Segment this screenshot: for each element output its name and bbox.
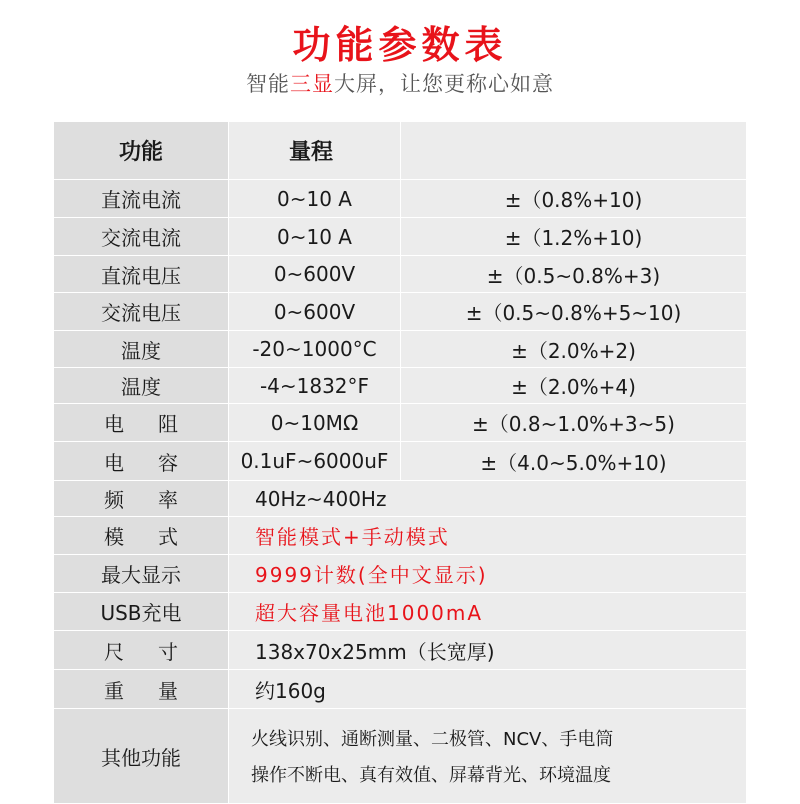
other-functions-value	[229, 709, 746, 803]
row-accuracy: ±（0.5~0.8%+5~10)	[401, 293, 746, 330]
table-row	[54, 442, 746, 481]
table-row	[54, 368, 746, 404]
spec-value: 智能模式+手动模式	[229, 517, 746, 554]
row-accuracy: ±（0.8~1.0%+3~5)	[401, 404, 746, 441]
other-functions-line-1: 火线识别、通断测量、二极管、NCV、手电筒	[251, 729, 614, 750]
page-title: 功能参数表	[292, 23, 508, 67]
header-function: 功能	[54, 122, 228, 179]
table-row	[54, 218, 746, 256]
row-range: 0~600V	[229, 256, 400, 292]
spec-value: 超大容量电池1000mA	[229, 593, 746, 630]
table-row	[54, 293, 746, 331]
table-row	[54, 256, 746, 293]
row-function: 直流电流	[54, 180, 228, 217]
spec-label: USB充电	[54, 593, 228, 630]
spec-row	[54, 481, 746, 517]
row-accuracy: ±（1.2%+10)	[401, 218, 746, 255]
page-subtitle	[0, 68, 800, 98]
spec-label: 模式	[54, 517, 228, 554]
spec-table	[54, 122, 746, 804]
table-row	[54, 404, 746, 442]
row-accuracy: ±（2.0%+2)	[401, 331, 746, 367]
row-accuracy: ±（0.8%+10)	[401, 180, 746, 217]
row-range: 0.1uF~6000uF	[229, 442, 400, 480]
row-range: 0~10 A	[229, 180, 400, 217]
row-range: 0~10 A	[229, 218, 400, 255]
row-range: -20~1000°C	[229, 331, 400, 367]
spec-label: 最大显示	[54, 555, 228, 592]
row-accuracy: ±（2.0%+4)	[401, 368, 746, 403]
row-function: 电容	[54, 442, 228, 480]
table-row	[54, 331, 746, 368]
row-function: 温度	[54, 331, 228, 367]
table-header-row	[54, 122, 746, 180]
row-function: 直流电压	[54, 256, 228, 292]
row-range: -4~1832°F	[229, 368, 400, 403]
other-functions-line-2: 操作不断电、真有效值、屏幕背光、环境温度	[251, 765, 611, 786]
row-range: 0~600V	[229, 293, 400, 330]
spec-row	[54, 670, 746, 709]
table-row	[54, 180, 746, 218]
row-function: 温度	[54, 368, 228, 403]
spec-value: 约160g	[229, 670, 746, 708]
spec-value: 138x70x25mm（长宽厚)	[229, 631, 746, 669]
spec-value: 40Hz~400Hz	[229, 481, 746, 516]
spec-value: 9999计数(全中文显示)	[229, 555, 746, 592]
spec-label: 频率	[54, 481, 228, 516]
row-range: 0~10MΩ	[229, 404, 400, 441]
spec-label: 尺寸	[54, 631, 228, 669]
row-function: 交流电流	[54, 218, 228, 255]
spec-row	[54, 593, 746, 631]
subtitle-text-post: 大屏，让您更称心如意	[334, 72, 554, 96]
row-function: 交流电压	[54, 293, 228, 330]
other-functions-label: 其他功能	[54, 709, 228, 803]
spec-row	[54, 631, 746, 670]
spec-row	[54, 517, 746, 555]
spec-row	[54, 555, 746, 593]
subtitle-text-pre: 智能	[246, 72, 290, 96]
row-function: 电阻	[54, 404, 228, 441]
spec-label: 重量	[54, 670, 228, 708]
row-accuracy: ±（4.0~5.0%+10)	[401, 442, 746, 480]
header-accuracy	[401, 122, 746, 179]
header-range: 量程	[229, 122, 400, 179]
row-accuracy: ±（0.5~0.8%+3)	[401, 256, 746, 292]
subtitle-highlight: 三显	[290, 72, 334, 96]
other-functions-row	[54, 709, 746, 804]
